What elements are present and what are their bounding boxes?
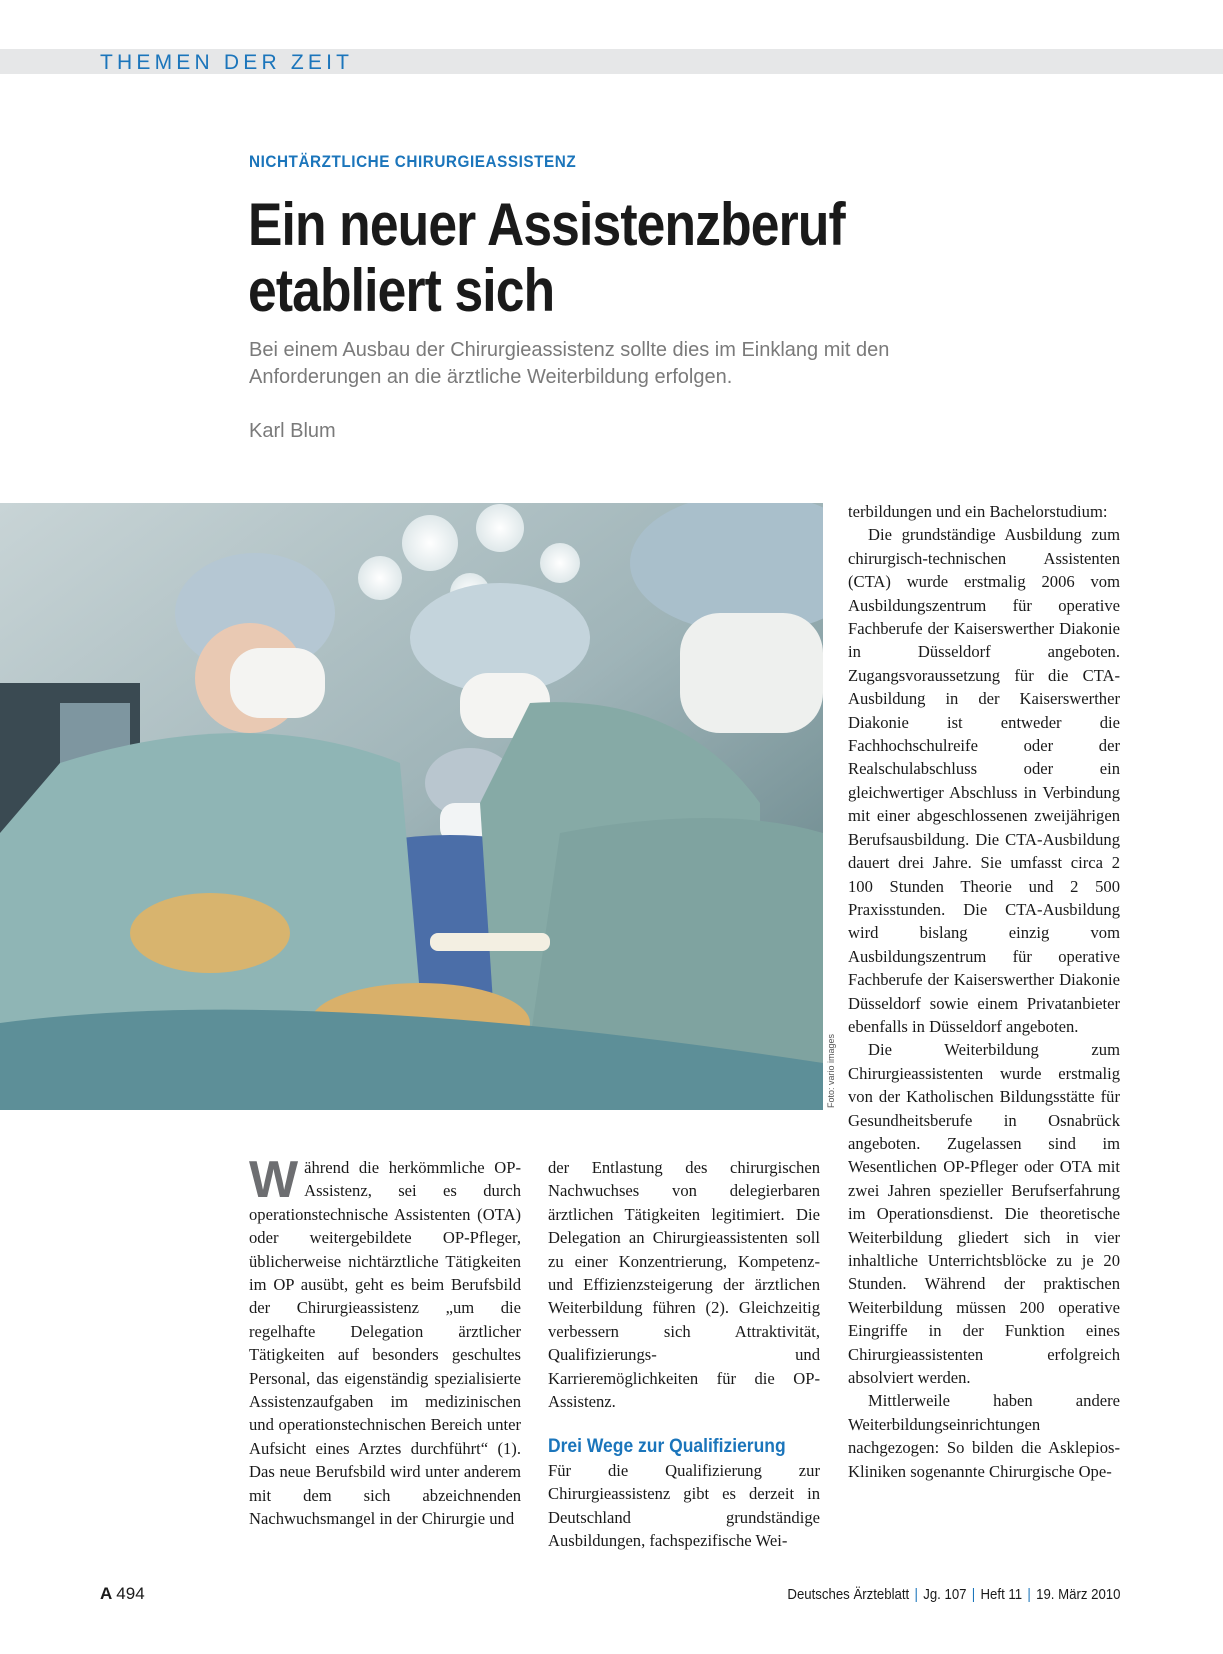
article-title-line1: Ein neuer Assistenzberuf bbox=[248, 191, 845, 258]
surgery-photo bbox=[0, 503, 823, 1110]
body-paragraph-1: Während die herkömmliche OP-Assistenz, sei es durch operationstechnische Assistenten (OTA) oder weitergebildete OP-Pfleger, üblicherweise nichtärztliche Tätigkeiten im OP ausübt, geht es beim Berufsbild der Chirurgieassistenz „um die regelhafte Delegation ärztlicher Tätigkeiten auf besonders geschultes Personal, das eigenständig spezialisierte Assistenzaufgaben im medizinischen und operationstechnischen Bereich unter Aufsicht eines Arztes durchführt“ (1). Das neue Berufsbild wird unter anderem mit dem sich abzeichnenden Nachwuchsmangel in der Chirurgie und bbox=[249, 1151, 521, 1529]
body-paragraph-2-cont: terbildungen und ein Bachelorstudium: bbox=[848, 502, 1108, 521]
page-number bbox=[100, 1584, 145, 1604]
text-column-3 bbox=[848, 500, 1120, 1483]
body-paragraph-3: Die grundständige Ausbildung zum chirurgisch-technischen Assistenten (CTA) wurde erstmalig 2006 vom Ausbildungszentrum für operative Fachberufe der Kaiserswerther Diakonie in Düsseldorf angeboten. Zugangsvoraussetzung für die CTA-Ausbildung in der Kaiserswerther Diakonie ist entweder die Fachhochschulreife oder der Realschulabschluss oder ein gleichwertiger Abschluss in Verbindung mit einer abgeschlossenen zweijährigen Berufsausbildung. Die CTA-Ausbildung dauert drei Jahre. Sie umfasst circa 2 100 Stunden Theorie und 2 500 Praxisstunden. Die CTA-Ausbildung wird bislang einzig vom Ausbildungszentrum für operative Fachberufe der Kaiserswerther Diakonie Düsseldorf sowie einem Privatanbieter ebenfalls in Düsseldorf angeboten. bbox=[848, 525, 1120, 1036]
article-title bbox=[248, 192, 902, 324]
article-kicker: NICHTÄRZTLICHE CHIRURGIEASSISTENZ bbox=[249, 152, 577, 171]
body-paragraph-1-cont: der Entlastung des chirurgischen Nachwuchses von delegierbaren ärztlichen Tätigkeiten legitimiert. Die Delegation an Chirurgieassistenten soll zu einer Konzentrierung, Kompetenz- und Effizienzsteigerung der ärztlichen Weiterbildung führen (2). Gleichzeitig verbessern sich Attraktivität, Qualifizierungs- und Karrieremöglichkeiten für die OP-Assistenz. bbox=[548, 1158, 820, 1412]
section-label: THEMEN DER ZEIT bbox=[100, 51, 354, 74]
body-paragraph-4: Die Weiterbildung zum Chirurgieassistenten wurde erstmalig von der Katholischen Bildungsstätte für Gesundheitsberufe in Osnabrück angeboten. Zugelassen sind im Wesentlichen OP-Pfleger oder OTA mit zwei Jahren spezieller Berufserfahrung im Operationsdienst. Die theoretische Weiterbildung gliedert sich in vier inhaltliche Unterrichtsblöcke zu je 20 Stunden. Während der praktischen Weiterbildung müssen 200 operative Eingriffe in der Funktion eines Chirurgieassistenten erfolgreich absolviert werden. bbox=[848, 1040, 1120, 1388]
text-column-1 bbox=[249, 1151, 521, 1531]
subheading: Drei Wege zur Qualifizierung bbox=[548, 1436, 786, 1458]
journal-issue: Heft 11 bbox=[980, 1586, 1022, 1603]
page-number-value: 494 bbox=[116, 1584, 145, 1603]
journal-volume: Jg. 107 bbox=[922, 1586, 967, 1603]
journal-date: 19. März 2010 bbox=[1035, 1586, 1120, 1603]
article-deck: Bei einem Ausbau der Chirurgieassistenz sollte dies im Einklang mit den Anforderungen an die ärztliche Weiterbildung erfolgen. bbox=[249, 339, 890, 388]
article-author: Karl Blum bbox=[249, 420, 336, 442]
dropcap: W bbox=[249, 1151, 299, 1209]
article-title-line2: etabliert sich bbox=[248, 257, 555, 324]
journal-footer: Deutsches Ärzteblatt | Jg. 107 | Heft 11 | 19. März 2010 bbox=[786, 1586, 1120, 1603]
body-paragraph-5: Mittlerweile haben andere Weiterbildungseinrichtungen nachgezogen: So bilden die Asklepios-Kliniken sogenannte Chirurgische Ope- bbox=[848, 1391, 1120, 1481]
surgery-photo-illustration bbox=[0, 503, 823, 1110]
journal-name: Deutsches Ärzteblatt bbox=[786, 1586, 909, 1603]
photo-credit: Foto: vario images bbox=[826, 1033, 836, 1108]
page-prefix: A bbox=[100, 1584, 113, 1603]
body-paragraph-2: Für die Qualifizierung zur Chirurgieassistenz gibt es derzeit in Deutschland grundständige Ausbildungen, fachspezifische Wei- bbox=[548, 1460, 820, 1551]
text-column-2 bbox=[548, 1156, 820, 1553]
